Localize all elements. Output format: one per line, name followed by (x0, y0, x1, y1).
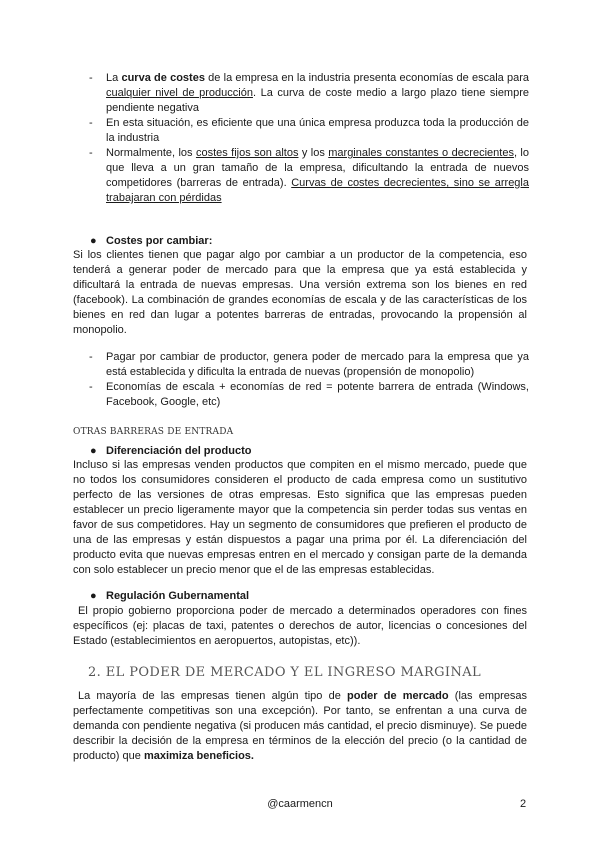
list-item: - Pagar por cambiar de productor, genera poder de mercado para la empresa que ya está establecida y dificulta la entrada de nuevas (propensión de monopolio) (89, 350, 529, 380)
section-2-heading: 2. EL PODER DE MERCADO Y EL INGRESO MARGINAL (88, 665, 482, 680)
regulation-paragraph: El propio gobierno proporciona poder de mercado a determinados operadores con fines específicos (ej: placas de taxi, patentes o derechos de autor, licencias o concesiones del Estado (establecimientos en aeropuertos, autopistas, etc)). (73, 605, 527, 647)
page-number: 2 (520, 798, 527, 810)
switching-costs-paragraph: Si los clientes tienen que pagar algo por cambiar a un productor de la competencia, eso tenderá a generar poder de mercado para que la empresa que ya está establecida y dificultará la entrada de nuevas empresas. Una versión extrema son los bienes en red (facebook). La combinación de grandes economías de escala y de las características de los bienes en red dan lugar a potentes barreras de entradas, provocando la propensión al monopolio. (73, 249, 527, 336)
switching-costs-list (89, 350, 529, 410)
regulation-heading: ● Regulación Gubernamental (90, 590, 250, 602)
bullet-icon: ● (90, 235, 97, 247)
list-item: - Economías de escala + economías de red = potente barrera de entrada (Windows, Facebook, Google, etc) (89, 380, 529, 410)
list-item: - Normalmente, los costes fijos son altos y los marginales constantes o decrecientes, lo que lleva a un gran tamaño de la empresa, dificultando la entrada de nuevos competidores (barreras de entrada). Curvas de costes decrecientes, sino se arregla trabajaran con pérdidas (89, 146, 529, 206)
other-barriers-heading: OTRAS BARRERAS DE ENTRADA (73, 427, 234, 437)
section-2-paragraph: La mayoría de las empresas tienen algún tipo de poder de mercado (las empresas perfectamente competitivas son una excepción). Por tanto, se enfrentan a una curva de demanda con pendiente negativa (si producen más cantidad, el precio disminuye). Se puede describir la decisión de la empresa en términos de la elección del precio (o la cantidad de producto) que maximiza beneficios. (73, 690, 527, 762)
footer-author: @caarmencn (267, 798, 333, 810)
cost-curve-list (89, 71, 529, 206)
differentiation-heading: ● Diferenciación del producto (90, 445, 252, 457)
bullet-icon: ● (90, 590, 97, 602)
switching-costs-heading: ● Costes por cambiar: (90, 235, 213, 247)
bullet-icon: ● (90, 445, 97, 457)
differentiation-paragraph: Incluso si las empresas venden productos que compiten en el mismo mercado, puede que no todos los consumidores consideren el producto de cada empresa como un sustitutivo perfecto de las versiones de otras empresas. Esto significa que las empresas pueden establecer un precio ligeramente mayor que la competencia sin perder todas sus ventas en favor de sus competidores. Hay un segmento de consumidores que prefieren el producto de una de las empresas y están dispuestos a pagar una prima por él. La diferenciación del producto evita que nuevas empresas entren en el mercado y consigan parte de la demanda con solo establecer un precio menor que el de las empresas establecidas. (73, 459, 527, 576)
list-item: - En esta situación, es eficiente que una única empresa produzca toda la producción de la industria (89, 116, 529, 146)
list-item: - La curva de costes de la empresa en la industria presenta economías de escala para cualquier nivel de producción. La curva de coste medio a largo plazo tiene siempre pendiente negativa (89, 71, 529, 116)
